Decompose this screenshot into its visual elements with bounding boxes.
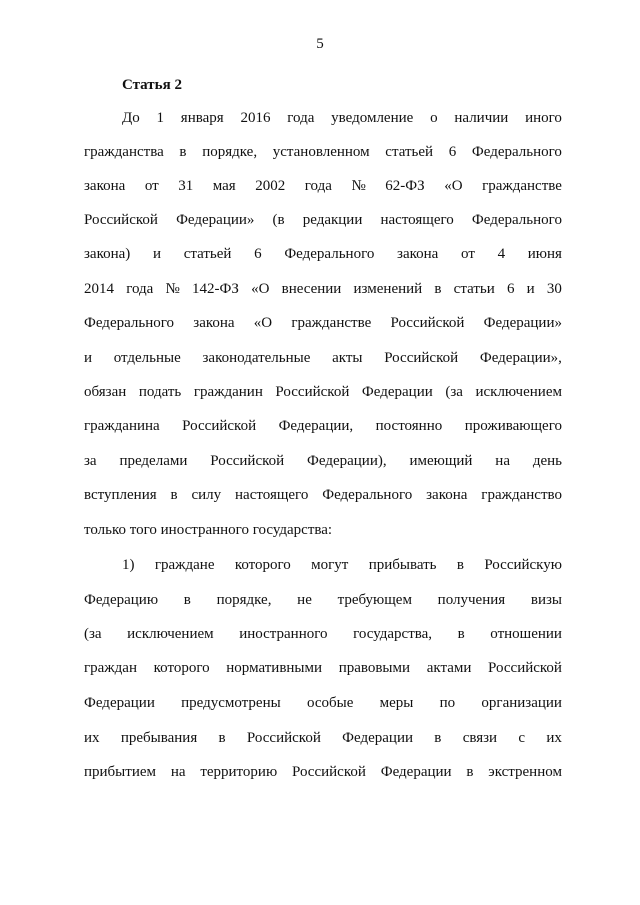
word: Федерального [322, 487, 413, 503]
word: установленном [272, 144, 370, 160]
word: отдельные [113, 350, 181, 366]
word: не [297, 592, 312, 608]
word: в [466, 764, 474, 780]
word: Федерации», [479, 350, 562, 366]
word: «О [251, 281, 270, 297]
word: года [304, 178, 332, 194]
text-line [84, 348, 562, 368]
word: с [518, 730, 526, 746]
word: которого [234, 557, 291, 573]
word: года [287, 110, 315, 126]
word: исключением [475, 384, 562, 400]
word: Федерального [471, 144, 562, 160]
word: в [457, 626, 465, 642]
page-number: 5 [316, 36, 324, 52]
word: (за [84, 626, 102, 642]
word: за [84, 453, 97, 469]
text-line [122, 555, 562, 575]
word: государства, [353, 626, 433, 642]
word: внесении [281, 281, 342, 297]
word: Федерации), [307, 453, 387, 469]
word: Российской [488, 660, 562, 676]
word: статьей [385, 144, 434, 160]
word: отношении [490, 626, 562, 642]
word: Федерального [284, 246, 375, 262]
word: № [165, 281, 180, 297]
word: пребывания [120, 730, 198, 746]
word: уведомление [331, 110, 414, 126]
text-line [84, 658, 562, 678]
word: порядке, [202, 144, 258, 160]
word: июня [527, 246, 562, 262]
word: Федерации [380, 764, 452, 780]
word: в [434, 730, 442, 746]
word: 62-ФЗ [385, 178, 425, 194]
word: Федерации [342, 730, 413, 746]
word: в [218, 730, 226, 746]
word: статьи [453, 281, 495, 297]
text-line [84, 728, 562, 748]
word: января [180, 110, 224, 126]
word: организации [481, 695, 562, 711]
word: закона [426, 487, 468, 503]
word: проживающего [464, 418, 562, 434]
word: подать [138, 384, 182, 400]
word: Российской [246, 730, 321, 746]
word: актами [426, 660, 472, 676]
word: (в [272, 212, 285, 228]
word: 30 [546, 281, 562, 297]
text-line [84, 624, 562, 644]
word: акты [332, 350, 363, 366]
word: Российскую [484, 557, 562, 573]
text-line [84, 382, 562, 402]
word: гражданство [481, 487, 562, 503]
word: предусмотрены [181, 695, 281, 711]
word: гражданства [84, 144, 164, 160]
word: Федерацию [84, 592, 159, 608]
word: мая [212, 178, 236, 194]
word: правовыми [338, 660, 411, 676]
word: и [526, 281, 535, 297]
text-line [84, 762, 562, 782]
word: № [351, 178, 366, 194]
word: вступления [84, 487, 157, 503]
word: граждан [84, 660, 137, 676]
word: Российской [291, 764, 366, 780]
word: имеющий [409, 453, 473, 469]
word: день [532, 453, 562, 469]
word: Российской [384, 350, 459, 366]
word: о [430, 110, 438, 126]
word: Российской [182, 418, 257, 434]
word: прибытием [84, 764, 156, 780]
word: статьей [183, 246, 232, 262]
word: Федерального [84, 315, 175, 331]
word: исключением [127, 626, 214, 642]
word: закона) [84, 246, 131, 262]
word: гражданин [193, 384, 263, 400]
word: 142-ФЗ [192, 281, 239, 297]
word: наличии [454, 110, 509, 126]
word: порядке, [216, 592, 272, 608]
word: и [84, 350, 93, 366]
word: от [461, 246, 475, 262]
word: настоящего [380, 212, 454, 228]
word: 6 [254, 246, 262, 262]
word: настоящего [235, 487, 309, 503]
word: «О [444, 178, 463, 194]
word: Федерации [361, 384, 433, 400]
word: территорию [200, 764, 278, 780]
word: 2014 [84, 281, 114, 297]
word: гражданина [84, 418, 160, 434]
text-line [84, 210, 562, 230]
word: особые [306, 695, 354, 711]
word: прибывать [368, 557, 437, 573]
word: 6 [448, 144, 457, 160]
word: До [122, 110, 140, 126]
word: 2016 [240, 110, 271, 126]
word: могут [311, 557, 349, 573]
text-line [84, 313, 562, 333]
word: их [546, 730, 562, 746]
word: Российской [84, 212, 158, 228]
word: нормативными [226, 660, 323, 676]
word: 1) [122, 557, 135, 573]
text-line [84, 244, 562, 264]
text-line [122, 108, 562, 128]
word: закона [84, 178, 126, 194]
word: 31 [178, 178, 194, 194]
word: закона [193, 315, 235, 331]
article-heading: Статья 2 [122, 77, 182, 93]
word: редакции [302, 212, 363, 228]
word: и [152, 246, 162, 262]
word: связи [462, 730, 498, 746]
word: 2002 [255, 178, 286, 194]
word: Федерации [84, 695, 155, 711]
word: постоянно [375, 418, 443, 434]
word: Российской [390, 315, 465, 331]
text-line [84, 176, 562, 196]
text-line [84, 590, 562, 610]
word: обязан [84, 384, 127, 400]
word: Федерации, [278, 418, 354, 434]
word: пределами [119, 453, 188, 469]
text-line [84, 451, 562, 471]
word: требующем [337, 592, 412, 608]
word: на [495, 453, 510, 469]
word: «О [253, 315, 273, 331]
word: в [183, 592, 191, 608]
text-line [84, 279, 562, 299]
word: от [144, 178, 159, 194]
word: в [170, 487, 178, 503]
word: Российской [275, 384, 350, 400]
word: силу [191, 487, 222, 503]
word: на [170, 764, 186, 780]
word: Федерации» [176, 212, 255, 228]
word: в [179, 144, 187, 160]
word: экстренном [488, 764, 562, 780]
word: Федерации» [483, 315, 562, 331]
word: получения [437, 592, 506, 608]
word: меры [379, 695, 414, 711]
word: граждане [154, 557, 215, 573]
word: закона [397, 246, 439, 262]
text-line: только того иностранного государства: [84, 522, 333, 538]
word: иностранного [239, 626, 328, 642]
word: по [439, 695, 456, 711]
word: 1 [156, 110, 165, 126]
word: визы [530, 592, 562, 608]
word: в [456, 557, 464, 573]
word: законодательные [202, 350, 311, 366]
word: 6 [506, 281, 515, 297]
word: года [126, 281, 154, 297]
text-line [84, 485, 562, 505]
word: гражданстве [482, 178, 562, 194]
word: гражданстве [291, 315, 372, 331]
word: в [434, 281, 442, 297]
word: Федерального [471, 212, 562, 228]
word: 4 [497, 246, 506, 262]
word: Российской [210, 453, 285, 469]
text-line [84, 142, 562, 162]
text-line [84, 416, 562, 436]
word: их [84, 730, 100, 746]
word: изменений [353, 281, 423, 297]
word: которого [153, 660, 210, 676]
text-line [84, 693, 562, 713]
word: иного [525, 110, 562, 126]
word: (за [445, 384, 463, 400]
